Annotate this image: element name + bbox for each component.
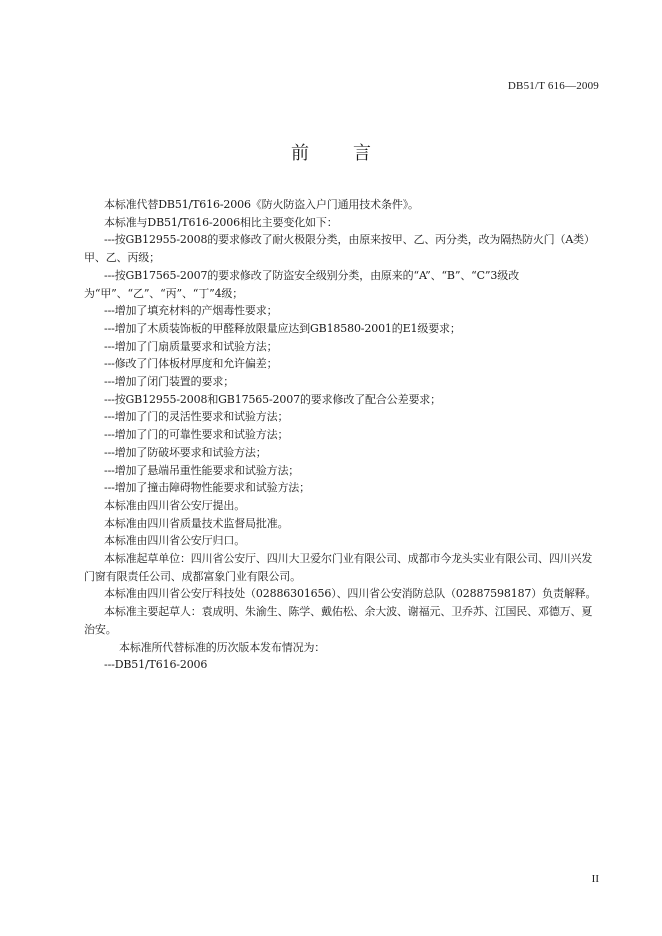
page-title-char-2: 言 [353,143,371,164]
paragraph-interpretation: 本标准由四川省公安厅科技处（02886301656）、四川省公安消防总队（02887598187）负责解释。 [104,587,597,601]
paragraph-proposed-by: 本标准由四川省公安厅提出。 [104,498,246,512]
paragraph-administered-by: 本标准由四川省公安厅归口。 [104,534,246,548]
paragraph-previous-editions: 本标准所代替标准的历次版本发布情况为： [119,640,326,654]
previous-edition-item: ---DB51/T616-2006 [104,658,208,672]
paragraph-drafters: 本标准主要起草人：袁成明、朱渝生、陈学、戴佑松、余大波、谢福元、卫乔苏、江国民、邓德万、夏治安。 [84,605,593,636]
change-item-security-level: ---按GB17565-2007的要求修改了防盗安全级别分类，由原来的“A”、“B”、“C”3级改为“甲”、“乙”、“丙”、“丁”4级； [84,268,519,300]
paragraph-main-changes-intro: 本标准与DB51/T616-2006相比主要变化如下： [104,215,338,229]
page-title-char-1: 前 [291,143,309,164]
document-code: DB51/T 616—2009 [507,80,599,92]
change-item-formaldehyde: ---增加了木质装饰板的甲醛释放限量应达到GB18580-2001的E1级要求； [104,321,461,335]
change-item-door-leaf-quality: ---增加了门扇质量要求和试验方法； [104,339,278,353]
change-item-flexibility: ---增加了门的灵活性要求和试验方法； [104,410,289,424]
change-item-obstacle-impact: ---增加了撞击障碍物性能要求和试验方法； [104,481,310,495]
page-number: II [591,873,599,885]
paragraph-drafting-units: 本标准起草单位：四川省公安厅、四川大卫爱尔门业有限公司、成都市今龙头实业有限公司、四川兴发门窗有限责任公司、成都富象门业有限公司。 [84,552,593,583]
change-item-panel-thickness: ---修改了门体板材厚度和允许偏差； [104,357,278,371]
change-item-smoke-toxicity: ---增加了填充材料的产烟毒性要求； [104,304,278,318]
foreword-body [84,196,600,674]
paragraph-replaces-standard: 本标准代替DB51/T616-2006《防火防盗入户门通用技术条件》。 [104,198,419,211]
change-item-hanging-load: ---增加了悬端吊重性能要求和试验方法； [104,463,300,477]
change-item-tolerance: ---按GB12955-2008和GB17565-2007的要求修改了配合公差要求； [104,392,441,406]
change-item-reliability: ---增加了门的可靠性要求和试验方法； [104,428,289,442]
paragraph-approved-by: 本标准由四川省质量技术监督局批准。 [104,516,289,530]
change-item-anti-damage: ---增加了防破坏要求和试验方法； [104,445,267,459]
change-item-fire-resistance: ---按GB12955-2008的要求修改了耐火极限分类，由原来按甲、乙、丙分类，改为隔热防火门（A类）甲、乙、丙级； [84,233,595,265]
page-title [0,142,662,166]
change-item-door-closer: ---增加了闭门装置的要求； [104,375,235,389]
